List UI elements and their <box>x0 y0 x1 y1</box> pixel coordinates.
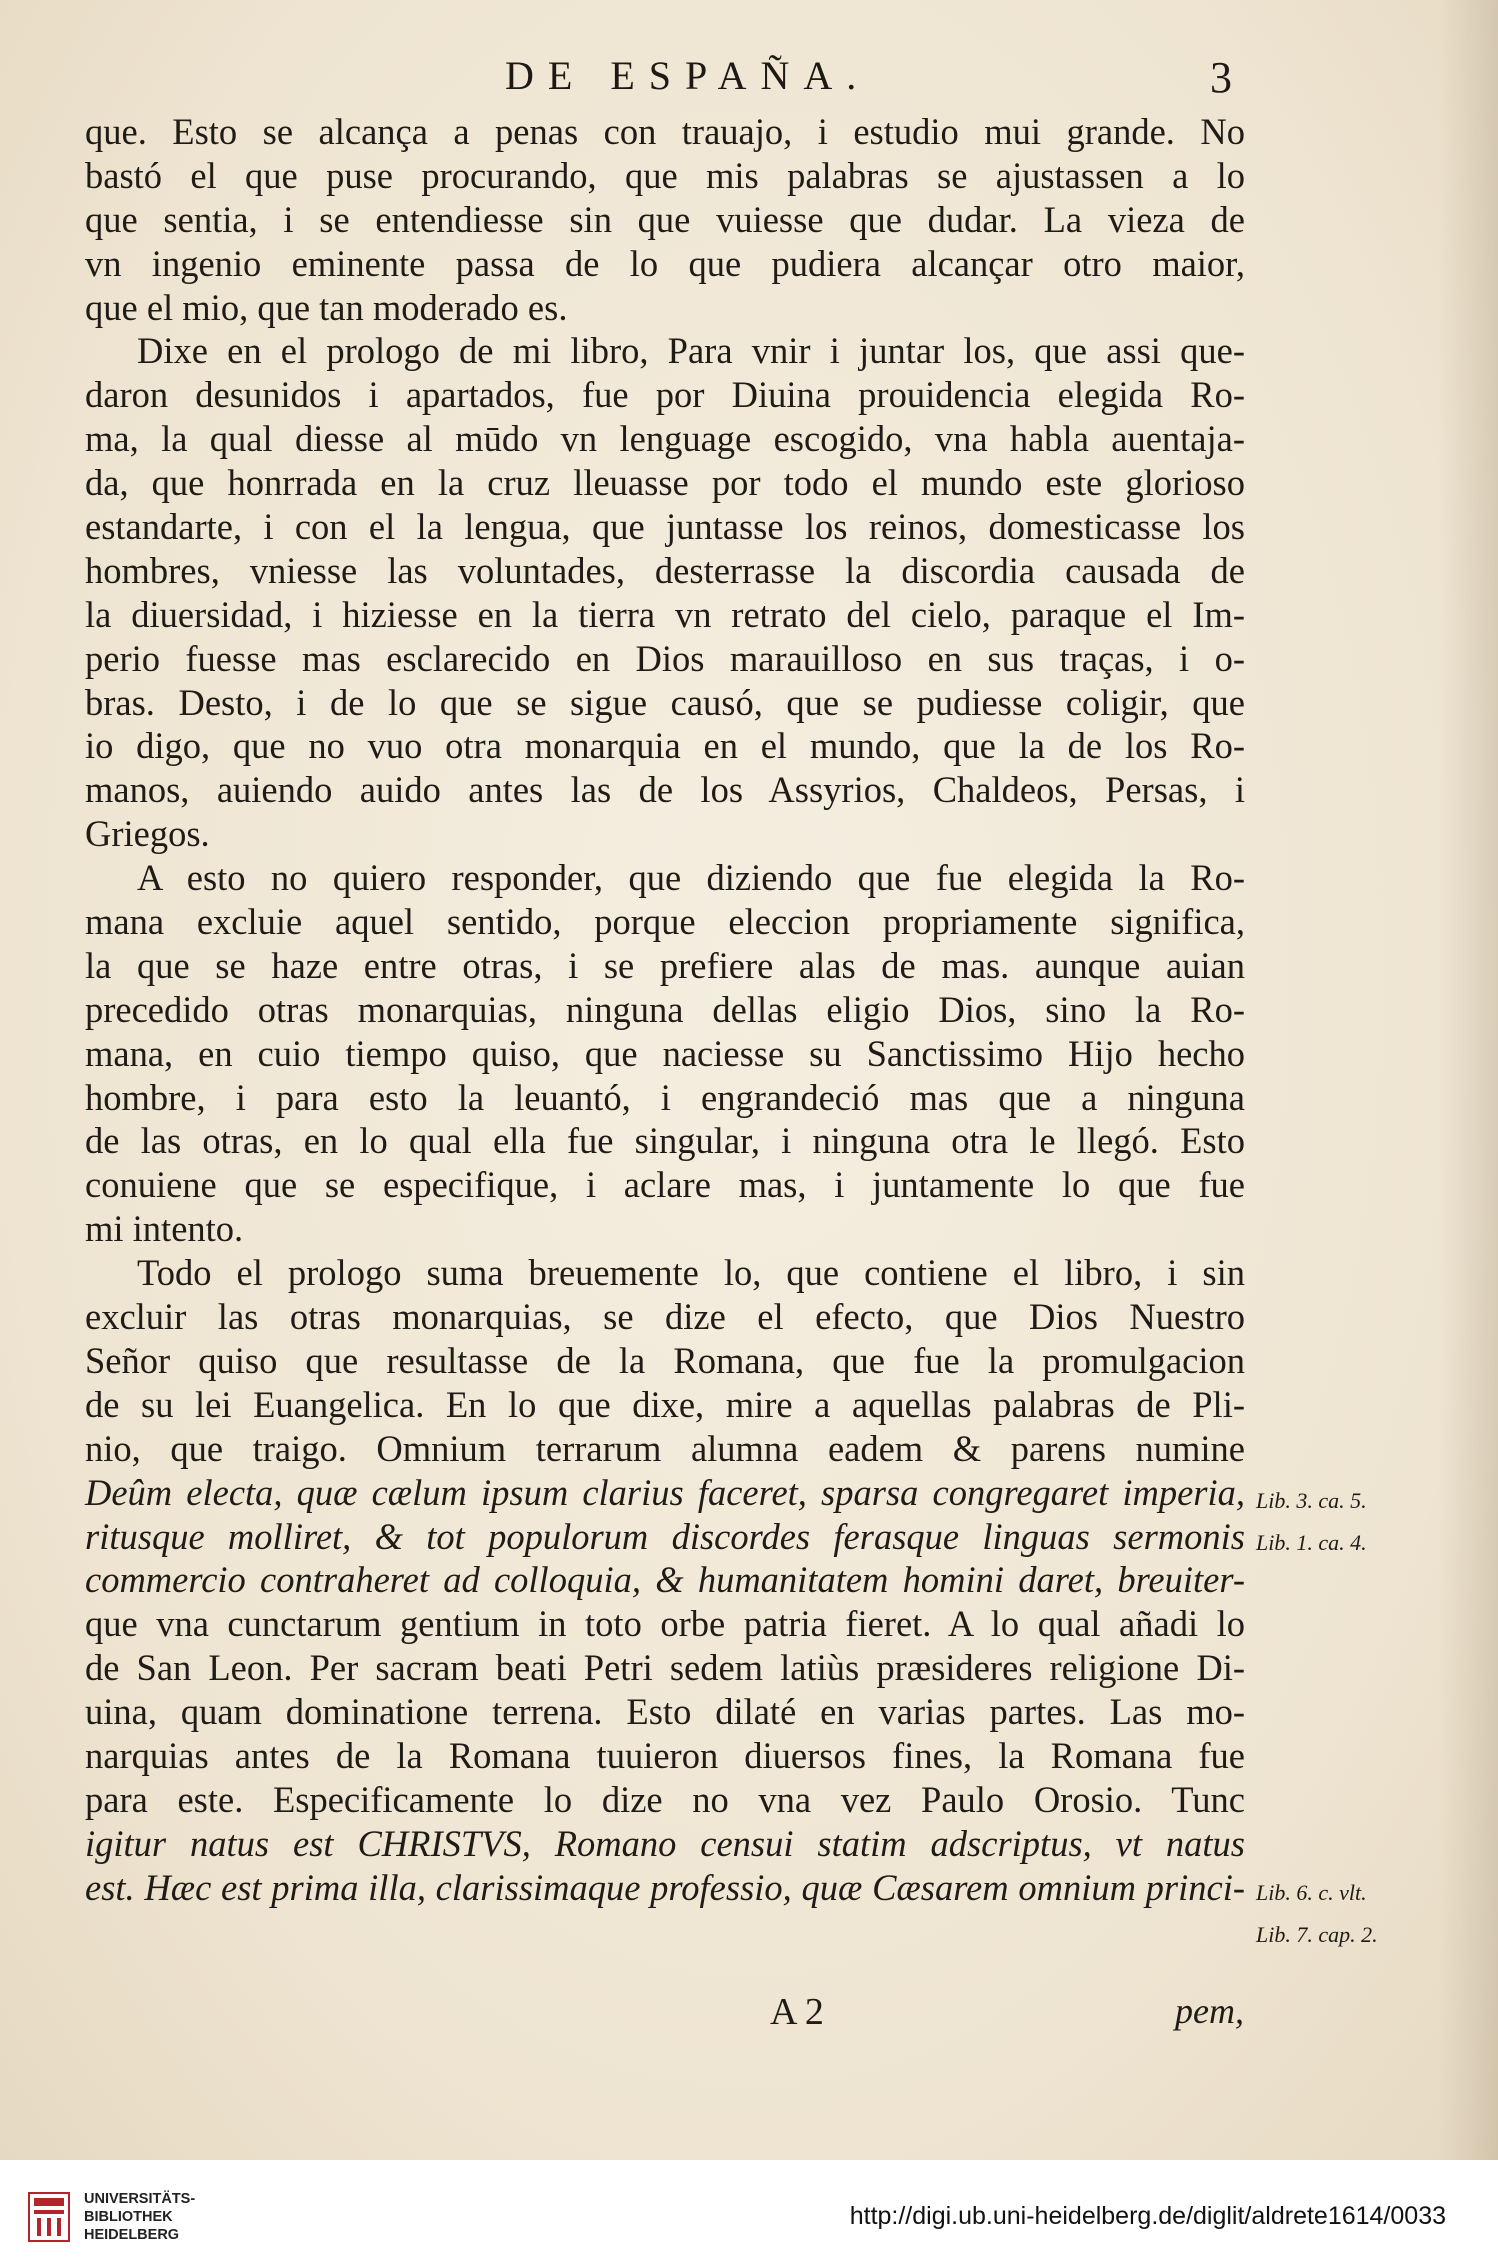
running-head: DE ESPAÑA. <box>505 53 871 98</box>
body-text <box>85 110 1245 1910</box>
text-line: commercio contraheret ad colloquia, & humanitatem homini daret, breuiter- <box>85 1559 1245 1601</box>
text-line: manos, auiendo auido antes las de los Assyrios, Chaldeos, Persas, i <box>85 769 1245 811</box>
text-line: hombre, i para esto la leuantó, i engrandeció mas que a ninguna <box>85 1076 1245 1118</box>
margin-note: Lib. 3. ca. 5. <box>1256 1488 1367 1513</box>
text-line: igitur natus est CHRISTVS, Romano censui statim adscriptus, vt natus <box>85 1822 1245 1864</box>
text-line: perio fuesse mas esclarecido en Dios marauilloso en sus traças, i o- <box>85 637 1245 679</box>
signature-mark: A 2 <box>770 1991 824 2033</box>
text-line: de su lei Euangelica. En lo que dixe, mire a aquellas palabras de Pli- <box>85 1383 1245 1425</box>
text-line: que vna cunctarum gentium in toto orbe patria fieret. A lo qual añadi lo <box>85 1603 1245 1645</box>
text-line: de las otras, en lo qual ella fue singular, i ninguna otra le llegó. Esto <box>85 1120 1245 1162</box>
catchword: pem, <box>1175 1991 1244 2031</box>
text-line: hombres, vniesse las voluntades, desterrasse la discordia causada de <box>85 549 1245 591</box>
margin-note: Lib. 1. ca. 4. <box>1256 1530 1367 1555</box>
text-line: excluir las otras monarquias, se dize el efecto, que Dios Nuestro <box>85 1296 1245 1338</box>
text-line: mana excluie aquel sentido, porque eleccion propriamente significa, <box>85 901 1245 943</box>
text-line: Señor quiso que resultasse de la Romana, que fue la promulgacion <box>85 1339 1245 1381</box>
margin-note: Lib. 6. c. vlt. <box>1256 1880 1367 1905</box>
text-line: de San Leon. Per sacram beati Petri sedem latiùs præsideres religione Di- <box>85 1647 1245 1689</box>
text-line: uina, quam dominatione terrena. Esto dilaté en varias partes. Las mo- <box>85 1691 1245 1733</box>
library-footer <box>0 2160 1498 2257</box>
text-line: ma, la qual diesse al mūdo vn lenguage escogido, vna habla auentaja- <box>85 418 1245 460</box>
text-line: A esto no quiero responder, que diziendo que fue elegida la Ro- <box>137 857 1245 899</box>
library-name-line: UNIVERSITÄTS- <box>84 2191 196 2207</box>
library-name <box>84 2190 195 2244</box>
text-line: est. Hæc est prima illa, clarissimaque professio, quæ Cæsarem omnium princi- <box>85 1866 1245 1908</box>
text-line: da, que honrrada en la cruz lleuasse por todo el mundo este glorioso <box>85 462 1245 504</box>
library-name-line: BIBLIOTHEK <box>84 2209 173 2225</box>
text-line: la diuersidad, i hiziesse en la tierra vn retrato del cielo, paraque el Im- <box>85 593 1245 635</box>
text-line: la que se haze entre otras, i se prefiere alas de mas. aunque auian <box>85 944 1245 986</box>
text-line: estandarte, i con el la lengua, que juntasse los reinos, domesticasse los <box>85 506 1245 548</box>
text-line: daron desunidos i apartados, fue por Diuina prouidencia elegida Ro- <box>85 374 1245 416</box>
university-seal-icon <box>28 2192 70 2242</box>
text-line: que el mio, que tan moderado es. <box>85 286 568 328</box>
source-url[interactable]: http://digi.ub.uni-heidelberg.de/diglit/aldrete1614/0033 <box>849 2202 1446 2230</box>
text-line: Griegos. <box>85 813 210 855</box>
text-line: bastó el que puse procurando, que mis palabras se ajustassen a lo <box>85 154 1245 196</box>
text-line: nio, que traigo. Omnium terrarum alumna eadem & parens numine <box>85 1427 1245 1469</box>
text-line: narquias antes de la Romana tuuieron diuersos fines, la Romana fue <box>85 1734 1245 1776</box>
margin-note: Lib. 7. cap. 2. <box>1256 1922 1378 1947</box>
text-line: Todo el prologo suma breuemente lo, que contiene el libro, i sin <box>137 1252 1245 1294</box>
text-line: conuiene que se especifique, i aclare mas, i juntamente lo que fue <box>85 1164 1245 1206</box>
text-line: bras. Desto, i de lo que se sigue causó, que se pudiesse coligir, que <box>85 681 1245 723</box>
text-line: mi intento. <box>85 1208 244 1250</box>
text-line: ritusque molliret, & tot populorum discordes ferasque linguas sermonis <box>85 1515 1245 1557</box>
text-line: vn ingenio eminente passa de lo que pudiera alcançar otro maior, <box>85 242 1245 284</box>
text-line: io digo, que no vuo otra monarquia en el mundo, que la de los Ro- <box>85 725 1245 767</box>
page-number: 3 <box>1210 53 1232 102</box>
text-line: que. Esto se alcança a penas con trauajo, i estudio mui grande. No <box>85 111 1245 152</box>
text-line: que sentia, i se entendiesse sin que vuiesse que dudar. La vieza de <box>85 198 1245 240</box>
library-name-line: HEIDELBERG <box>84 2227 180 2243</box>
text-line: precedido otras monarquias, ninguna dellas eligio Dios, sino la Ro- <box>85 988 1245 1030</box>
text-line: Dixe en el prologo de mi libro, Para vnir i juntar los, que assi que- <box>137 330 1245 372</box>
text-line: Deûm electa, quæ cælum ipsum clarius faceret, sparsa congregaret imperia, <box>85 1471 1245 1513</box>
text-line: mana, en cuio tiempo quiso, que naciesse su Sanctissimo Hijo hecho <box>85 1032 1245 1074</box>
text-line: para este. Especificamente lo dize no vna vez Paulo Orosio. Tunc <box>85 1778 1245 1820</box>
